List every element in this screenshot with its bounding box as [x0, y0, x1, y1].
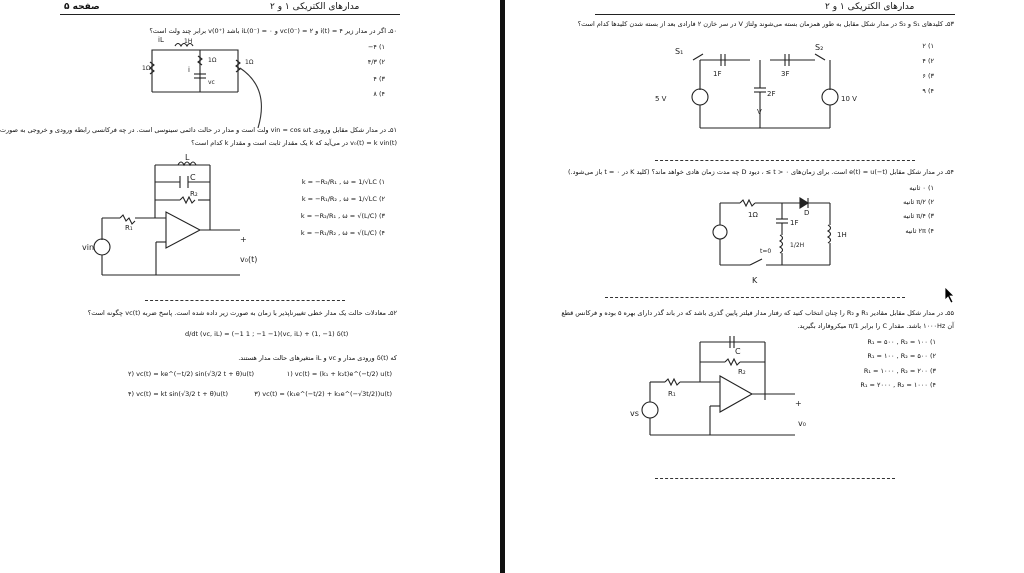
separator-1 — [145, 300, 345, 301]
q50-option-3: ۳) ۴ — [373, 75, 385, 83]
q52-note: که δ(t) ورودی مدار و vc و iL متغیرهای حالت مدار هستند. — [238, 354, 397, 362]
running-title: مدارهای الکتریکی ۱ و ۲ — [270, 2, 360, 12]
svg-text:L: L — [185, 153, 190, 162]
question-53: ۵۳ـ کلیدهای S₁ و S₂ در مدار شکل مقابل به طور همزمان بسته می‌شوند ولتاژ V در سر خازن ۲ فارادی بعد از بسته شدن کلیدها کدام است؟ — [577, 20, 954, 28]
question-55-line1: ۵۵ـ در مدار شکل مقابل مقادیر R₁ و R₂ را چنان انتخاب کنید که رفتار مدار فیلتر پایین گذری باشد که در باند گذر دارای بهره ۵ بوده و فرکانس قطع — [561, 309, 954, 317]
q53-option-4: ۴) ۹ — [922, 87, 934, 95]
q50-option-1: ۱) ۴− — [367, 43, 385, 51]
q52-option-3: ۳) vc(t) = (k₁e^(−t/2) + k₂e^(−√3t/2))u(t) — [254, 390, 392, 398]
q52-option-2: ۲) vc(t) = ke^(−t/2) sin(√3/2 t + θ)u(t) — [128, 370, 255, 378]
circuit-q53 — [655, 40, 857, 135]
left-page — [0, 0, 500, 573]
svg-text:1F: 1F — [713, 70, 722, 78]
svg-text:C: C — [190, 173, 196, 182]
svg-text:1Ω: 1Ω — [748, 211, 758, 219]
svg-text:i: i — [188, 66, 190, 74]
q55-option-1: ۱) R₁ = ۵۰۰ , R₂ = ۱۰۰ — [867, 338, 936, 346]
svg-text:vc: vc — [208, 79, 215, 86]
header-rule — [60, 14, 400, 15]
question-55-line2: آن ۱۰۰۰Hz باشد. مقدار C را برابر π/1 میکروفاراد بگیرید. — [797, 322, 954, 330]
q55-option-2: ۲) R₁ = ۱۰۰ , R₂ = ۵۰۰ — [867, 352, 936, 360]
svg-text:v₀: v₀ — [798, 419, 806, 428]
q54-option-4: ۴) ۲π ثانیه — [905, 227, 934, 235]
svg-text:V: V — [757, 108, 762, 116]
header-rule-right — [595, 14, 955, 15]
q53-option-1: ۱) ۲ — [922, 42, 934, 50]
question-54: ۵۴ـ در مدار شکل مقابل e(t) = u(−t) است. برای زمان‌های ۰ < t ≥ ، دیود D چه مدت زمان هادی خواهد ماند؟ (کلید K در t = ۰ باز می‌شود.) — [568, 168, 954, 176]
svg-text:1H: 1H — [837, 231, 847, 239]
q51-option-4: ۴) k = −R₁/R₂ , ω = √(L/C) — [300, 229, 385, 237]
s1-label: S₁ — [675, 47, 684, 56]
svg-text:1F: 1F — [790, 219, 799, 227]
svg-text:R₁: R₁ — [125, 224, 133, 232]
svg-text:v₀(t): v₀(t) — [240, 255, 258, 264]
svg-text:vs: vs — [630, 409, 639, 418]
q51-option-2: ۲) k = −R₁/R₂ , ω = 1/√LC — [301, 195, 385, 203]
svg-text:D: D — [804, 209, 810, 217]
svg-text:1/2H: 1/2H — [790, 242, 805, 249]
separator-3 — [605, 297, 905, 298]
svg-text:1Ω: 1Ω — [245, 59, 254, 66]
question-51-line1: ۵۱ـ در مدار شکل مقابل ورودی vin = cos ωt ولت است و مدار در حالت دائمی سینوسی است. در چه فرکانسی رابطه ورودی و خروجی به صورت — [0, 126, 397, 134]
q54-option-1: ۱) ۰ ثانیه — [909, 184, 934, 192]
page-number: صفحه ۵ — [64, 2, 100, 12]
svg-text:1Ω: 1Ω — [208, 57, 217, 64]
svg-text:5 V: 5 V — [655, 95, 667, 103]
svg-text:R₂: R₂ — [738, 368, 746, 376]
circuit-q54 — [700, 195, 850, 285]
svg-text:+: + — [795, 399, 802, 408]
svg-text:10 V: 10 V — [841, 95, 857, 103]
q55-option-3: ۳) R₁ = ۱۰۰۰ , R₂ = ۲۰۰ — [863, 367, 936, 375]
separator-2 — [655, 160, 915, 161]
q51-option-1: ۱) k = −R₂/R₁ , ω = 1/√LC — [301, 178, 385, 186]
circuit-q50 — [140, 32, 260, 112]
svg-text:S₂: S₂ — [815, 43, 824, 52]
q52-option-1: ۱) vc(t) = (k₁ + k₂t)e^(−t/2) u(t) — [286, 370, 392, 378]
q50-option-4: ۴) ۸ — [373, 90, 385, 98]
q52-option-4: ۴) vc(t) = kt sin(√3/2 t + θ)u(t) — [128, 390, 228, 398]
running-title-right: مدارهای الکتریکی ۱ و ۲ — [825, 2, 915, 12]
svg-text:1H: 1H — [184, 38, 193, 45]
svg-text:+: + — [240, 235, 247, 244]
svg-text:vin: vin — [82, 243, 95, 252]
svg-text:iL: iL — [158, 36, 164, 44]
svg-text:2F: 2F — [767, 90, 776, 98]
question-52: ۵۲ـ معادلات حالت یک مدار خطی تغییرناپذیر با زمان به صورت زیر داده شده است. پاسخ ضربه vc(t) چگونه است؟ — [87, 309, 397, 317]
q53-option-3: ۳) ۶ — [922, 72, 934, 80]
q53-option-2: ۲) ۴ — [922, 57, 934, 65]
svg-text:R₁: R₁ — [668, 390, 676, 398]
svg-text:C: C — [735, 347, 741, 356]
svg-text:K: K — [752, 276, 758, 285]
q51-option-3: ۳) k = −R₂/R₁ , ω = √(L/C) — [300, 212, 385, 220]
circuit-q51 — [82, 150, 280, 280]
q55-option-4: ۴) R₁ = ۲۰۰۰ , R₂ = ۱۰۰۰ — [860, 381, 936, 389]
mouse-pointer-icon — [944, 286, 956, 304]
svg-text:t=0: t=0 — [760, 248, 772, 255]
separator-4 — [655, 478, 895, 479]
svg-text:3F: 3F — [781, 70, 790, 78]
q54-option-3: ۳) π/۴ ثانیه — [903, 212, 934, 220]
question-50: ۵۰ـ اگر در مدار زیر ۴ = i(t) و ۲ = vc(0⁻) و ۰ = iL(0⁻) باشد v(0⁺) برابر چند ولت است؟ — [149, 27, 397, 35]
svg-text:1Ω: 1Ω — [142, 65, 151, 72]
circuit-q55 — [620, 330, 820, 440]
q54-option-2: ۲) π/۲ ثانیه — [903, 198, 934, 206]
q50-option-2: ۲) ۴/۳ — [367, 58, 385, 66]
q52-matrix: d/dt (vc, iL) = (−1 1 ; −1 −1)(vc, iL) + (1, −1) δ(t) — [185, 330, 349, 338]
svg-text:R₂: R₂ — [190, 190, 198, 198]
question-51-line2: v₀(t) = k vin(t) در می‌آید که k یک مقدار ثابت است و مقدار k کدام است؟ — [191, 139, 397, 147]
